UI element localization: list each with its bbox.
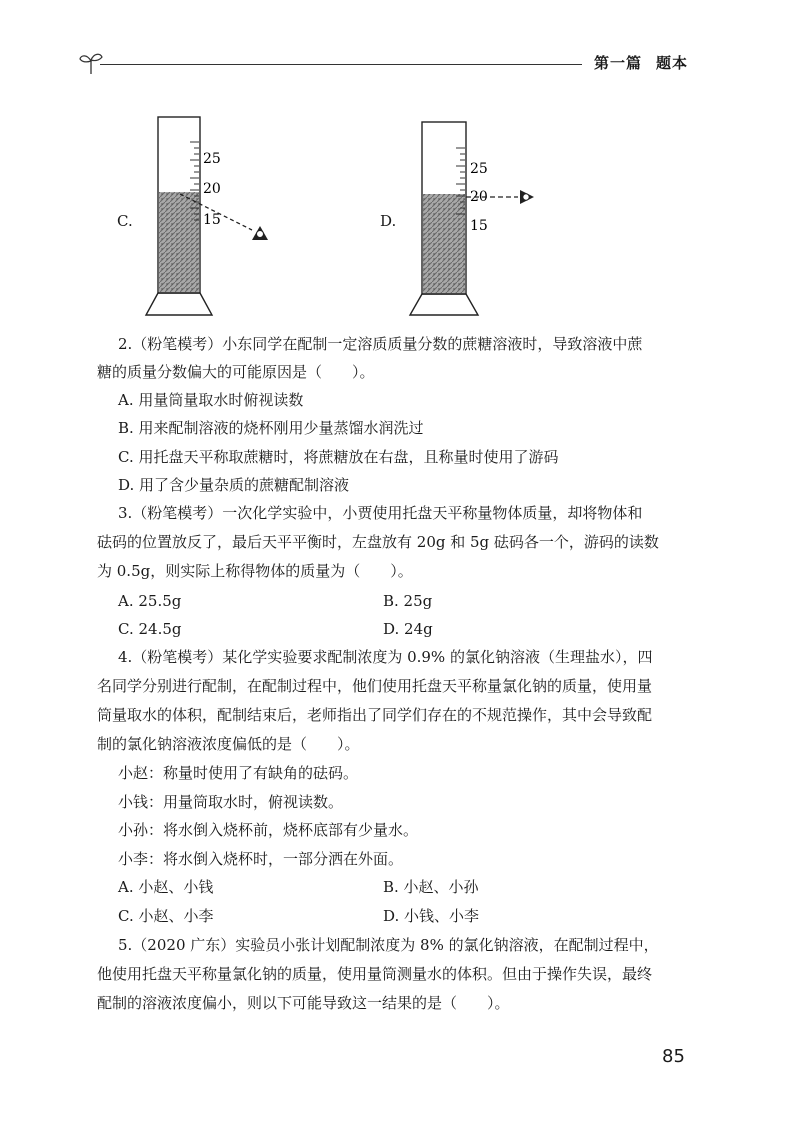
q4-stem-line-2: 名同学分别进行配制，在配制过程中，他们使用托盘天平称量氯化钠的质量，使用量 (97, 677, 653, 695)
q3-option-a[interactable]: A. 25.5g (118, 592, 182, 610)
q3-option-c[interactable]: C. 24.5g (118, 620, 182, 638)
q2-option-a[interactable]: A. 用量筒量取水时俯视读数 (118, 391, 304, 409)
eye-icon (252, 226, 268, 240)
q3-option-b[interactable]: B. 25g (383, 592, 433, 610)
cylinder-figure-c (140, 112, 290, 327)
q2-option-b[interactable]: B. 用来配制溶液的烧杯刚用少量蒸馏水润洗过 (118, 419, 424, 437)
q3-option-d[interactable]: D. 24g (383, 620, 433, 638)
tick-label: 15 (470, 218, 488, 234)
q3-stem-line-3: 为 0.5g，则实际上称得物体的质量为（ ）。 (97, 562, 413, 580)
tick-label: 20 (203, 181, 221, 197)
q5-stem-line-3: 配制的溶液浓度偏小，则以下可能导致这一结果的是（ ）。 (97, 994, 510, 1012)
page-header (78, 34, 700, 74)
q4-option-b[interactable]: B. 小赵、小孙 (383, 878, 479, 896)
tick-label: 25 (470, 161, 488, 177)
q3-stem-line-2: 砝码的位置放反了，最后天平平衡时，左盘放有 20g 和 5g 砝码各一个，游码的读数 (97, 533, 659, 551)
figure-c-label: C. (117, 212, 133, 230)
q3-stem-line-1: 3.（粉笔模考）一次化学实验中，小贾使用托盘天平称量物体质量，却将物体和 (118, 504, 643, 522)
q4-option-c[interactable]: C. 小赵、小李 (118, 907, 214, 925)
cylinder-figure-d (402, 112, 562, 327)
q4-statement-li: 小李：将水倒入烧杯时，一部分洒在外面。 (118, 850, 404, 868)
tick-label: 25 (203, 151, 221, 167)
q4-option-d[interactable]: D. 小钱、小李 (383, 907, 480, 925)
figure-d-label: D. (380, 212, 397, 230)
tick-label: 15 (203, 212, 221, 228)
sprout-icon (78, 50, 104, 76)
q4-stem-line-3: 筒量取水的体积，配制结束后，老师指出了同学们存在的不规范操作，其中会导致配 (97, 706, 653, 724)
page-number: 85 (662, 1046, 685, 1067)
section-name: 第一篇 (593, 54, 642, 72)
tick-label: 20 (470, 189, 488, 205)
q4-option-a[interactable]: A. 小赵、小钱 (118, 878, 214, 896)
q4-stem-line-1: 4.（粉笔模考）某化学实验要求配制浓度为 0.9% 的氯化钠溶液（生理盐水），四 (118, 648, 653, 666)
q2-stem-line-2: 糖的质量分数偏大的可能原因是（ ）。 (97, 363, 375, 381)
q4-statement-zhao: 小赵：称量时使用了有缺角的砝码。 (118, 764, 359, 782)
q2-option-c[interactable]: C. 用托盘天平称取蔗糖时，将蔗糖放在右盘，且称量时使用了游码 (118, 448, 559, 466)
q4-statement-sun: 小孙：将水倒入烧杯前，烧杯底部有少量水。 (118, 821, 419, 839)
section-title (580, 52, 688, 73)
header-rule (100, 64, 582, 65)
q5-stem-line-1: 5.（2020 广东）实验员小张计划配制浓度为 8% 的氯化钠溶液，在配制过程中， (118, 936, 659, 954)
q4-stem-line-4: 制的氯化钠溶液浓度偏低的是（ ）。 (97, 735, 360, 753)
q2-stem-line-1: 2.（粉笔模考）小东同学在配制一定溶质质量分数的蔗糖溶液时，导致溶液中蔗 (118, 335, 643, 353)
subsection-name: 题本 (655, 54, 688, 72)
q2-option-d[interactable]: D. 用了含少量杂质的蔗糖配制溶液 (118, 476, 350, 494)
q5-stem-line-2: 他使用托盘天平称量氯化钠的质量，使用量筒测量水的体积。但由于操作失误，最终 (97, 965, 653, 983)
eye-icon (520, 190, 534, 204)
q4-statement-qian: 小钱：用量筒取水时，俯视读数。 (118, 793, 344, 811)
